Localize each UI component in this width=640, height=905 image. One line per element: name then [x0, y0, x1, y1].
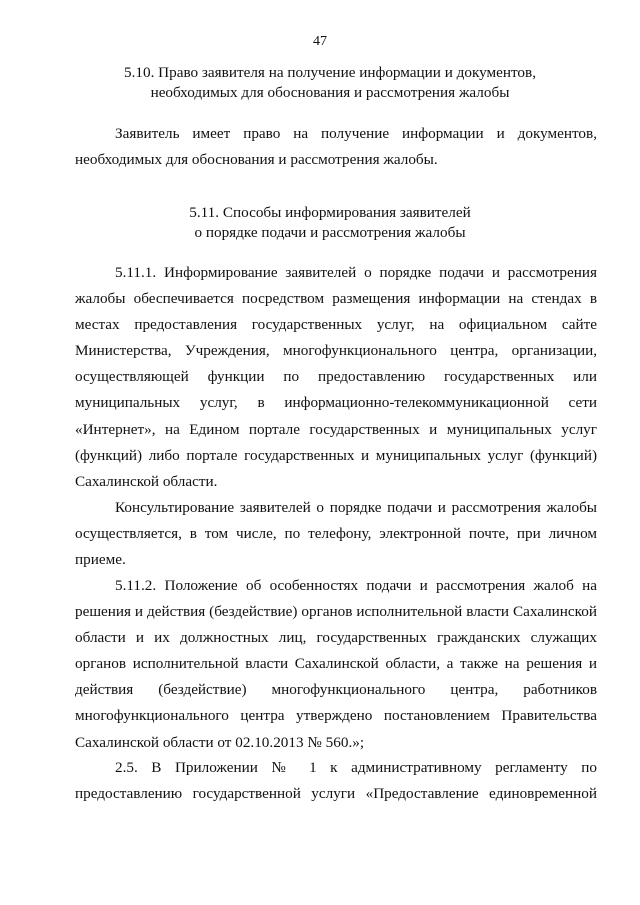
- paragraph-line: Сахалинской области.: [75, 472, 218, 490]
- paragraph-line: муниципальных услуг, в информационно-телекоммуникационной сети: [75, 394, 597, 412]
- paragraph-line: многофункционального центра утверждено постановлением Правительства: [75, 707, 597, 725]
- paragraph-line: необходимых для обоснования и рассмотрения жалобы.: [75, 151, 438, 169]
- paragraph-line: Консультирование заявителей о порядке подачи и рассмотрения жалобы: [115, 499, 597, 516]
- heading-line: о порядке подачи и рассмотрения жалобы: [194, 224, 466, 241]
- page-number: 47: [313, 34, 327, 49]
- section-5-10-paragraph: [75, 121, 597, 173]
- consultation-paragraph: [75, 495, 597, 573]
- paragraph-line: Заявитель имеет право на получение информации и документов,: [115, 125, 597, 142]
- paragraph-line: предоставлению государственной услуги «Предоставление единовременной: [75, 785, 597, 803]
- paragraph-line: 2.5. В Приложении № 1 к административному регламенту по: [115, 759, 597, 776]
- heading-line: 5.11. Способы информирования заявителей: [189, 204, 471, 221]
- paragraph-line: осуществляется, в том числе, по телефону, электронной почте, при личном: [75, 525, 597, 543]
- section-5-11-1-paragraph: [75, 260, 597, 495]
- paragraph-line: приеме.: [75, 551, 126, 569]
- paragraph-line: 5.11.1. Информирование заявителей о порядке подачи и рассмотрения: [115, 264, 597, 281]
- heading-line: необходимых для обоснования и рассмотрения жалобы: [150, 84, 510, 101]
- heading-line: 5.10. Право заявителя на получение информации и документов,: [124, 64, 536, 81]
- section-5-10-heading: [60, 63, 600, 103]
- paragraph-line: Министерства, Учреждения, многофункционального центра, организации,: [75, 342, 597, 360]
- paragraph-line: (функций) либо портале государственных и муниципальных услуг (функций): [75, 446, 597, 464]
- paragraph-line: решения и действия (бездействие) органов исполнительной власти Сахалинской: [75, 603, 597, 621]
- section-5-11-heading: [60, 203, 600, 243]
- paragraph-line: области и их должностных лиц, государственных гражданских служащих: [75, 629, 597, 647]
- paragraph-line: жалобы обеспечивается посредством размещения информации на стендах в: [75, 290, 597, 308]
- paragraph-line: органов исполнительной власти Сахалинской области, а также на решения и: [75, 655, 597, 673]
- paragraph-line: Сахалинской области от 02.10.2013 № 560.»;: [75, 733, 365, 751]
- section-5-11-2-paragraph: [75, 573, 597, 756]
- paragraph-line: местах предоставления государственных услуг, на официальном сайте: [75, 316, 597, 334]
- paragraph-line: осуществляющей функции по предоставлению государственных или: [75, 368, 597, 386]
- paragraph-line: действия (бездействие) многофункционального центра, работников: [75, 681, 597, 699]
- section-2-5-paragraph: [75, 755, 597, 807]
- paragraph-line: 5.11.2. Положение об особенностях подачи и рассмотрения жалоб на: [115, 577, 597, 594]
- paragraph-line: «Интернет», на Едином портале государственных и муниципальных услуг: [75, 420, 597, 438]
